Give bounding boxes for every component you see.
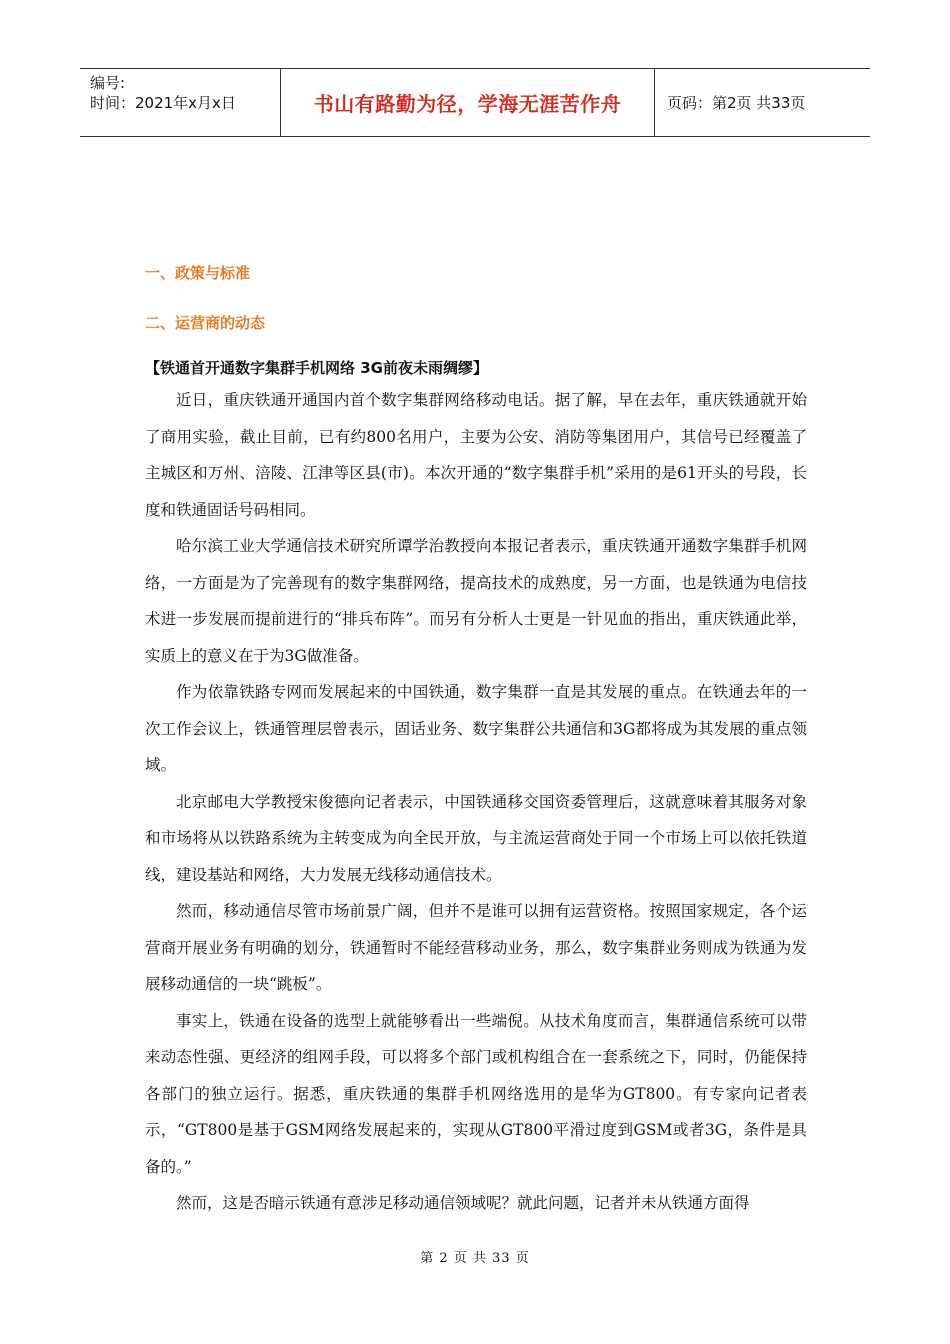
header-page-info: 页码：第2页 共33页 bbox=[667, 94, 806, 112]
article-paragraph: 哈尔滨工业大学通信技术研究所谭学治教授向本报记者表示，重庆铁通开通数字集群手机网络，一方面是为了完善现有的数字集群网络，提高技术的成熟度，另一方面，也是铁通为电信技术进一步发展而提前进行的“排兵布阵”。而另有分析人士更是一针见血的指出，重庆铁通此举，实质上的意义在于为3G做准备。 bbox=[145, 537, 807, 665]
article-paragraph: 事实上，铁通在设备的选型上就能够看出一些端倪。从技术角度而言，集群通信系统可以带来动态性强、更经济的组网手段，可以将多个部门或机构组合在一套系统之下，同时，仍能保持各部门的独立运行。据悉，重庆铁通的集群手机网络选用的是华为GT800。有专家向记者表示，“GT800是基于GSM网络发展起来的，实现从GT800平滑过度到GSM或者3G，条件是具备的。” bbox=[145, 1011, 807, 1176]
article-paragraph: 近日，重庆铁通开通国内首个数字集群网络移动电话。据了解，早在去年，重庆铁通就开始了商用实验，截止目前，已有约800名用户，主要为公安、消防等集团用户，其信号已经覆盖了主城区和万州、涪陵、江津等区县(市)。本次开通的“数字集群手机”采用的是61开头的号段，长度和铁通固话号码相同。 bbox=[145, 391, 807, 519]
section-heading-policy: 一、政策与标准 bbox=[145, 264, 251, 282]
page-header bbox=[80, 68, 870, 137]
header-meta bbox=[80, 69, 281, 136]
time-label: 时间：2021年x月x日 bbox=[90, 94, 236, 112]
header-motto: 书山有路勤为径，学海无涯苦作舟 bbox=[281, 69, 655, 136]
article bbox=[145, 356, 807, 1222]
article-paragraph: 北京邮电大学教授宋俊德向记者表示，中国铁通移交国资委管理后，这就意味着其服务对象和市场将从以铁路系统为主转变成为向全民开放，与主流运营商处于同一个市场上可以依托铁道线，建设基站和网络，大力发展无线移动通信技术。 bbox=[145, 792, 807, 884]
article-paragraph: 然而，移动通信尽管市场前景广阔，但并不是谁可以拥有运营资格。按照国家规定，各个运营商开展业务有明确的划分，铁通暂时不能经营移动业务，那么，数字集群业务则成为铁通为发展移动通信的一块“跳板”。 bbox=[145, 902, 807, 993]
page-footer: 第 2 页 共 33 页 bbox=[420, 1251, 530, 1266]
number-label: 编号: bbox=[90, 74, 126, 92]
section-heading-operators: 二、运营商的动态 bbox=[145, 314, 266, 332]
article-title: 【铁通首开通数字集群手机网络 3G前夜未雨绸缪】 bbox=[145, 359, 488, 377]
article-paragraph: 然而，这是否暗示铁通有意涉足移动通信领域呢？就此问题，记者并未从铁通方面得 bbox=[176, 1194, 750, 1212]
article-paragraph: 作为依靠铁路专网而发展起来的中国铁通，数字集群一直是其发展的重点。在铁通去年的一次工作会议上，铁通管理层曾表示，固话业务、数字集群公共通信和3G都将成为其发展的重点领域。 bbox=[145, 683, 807, 774]
